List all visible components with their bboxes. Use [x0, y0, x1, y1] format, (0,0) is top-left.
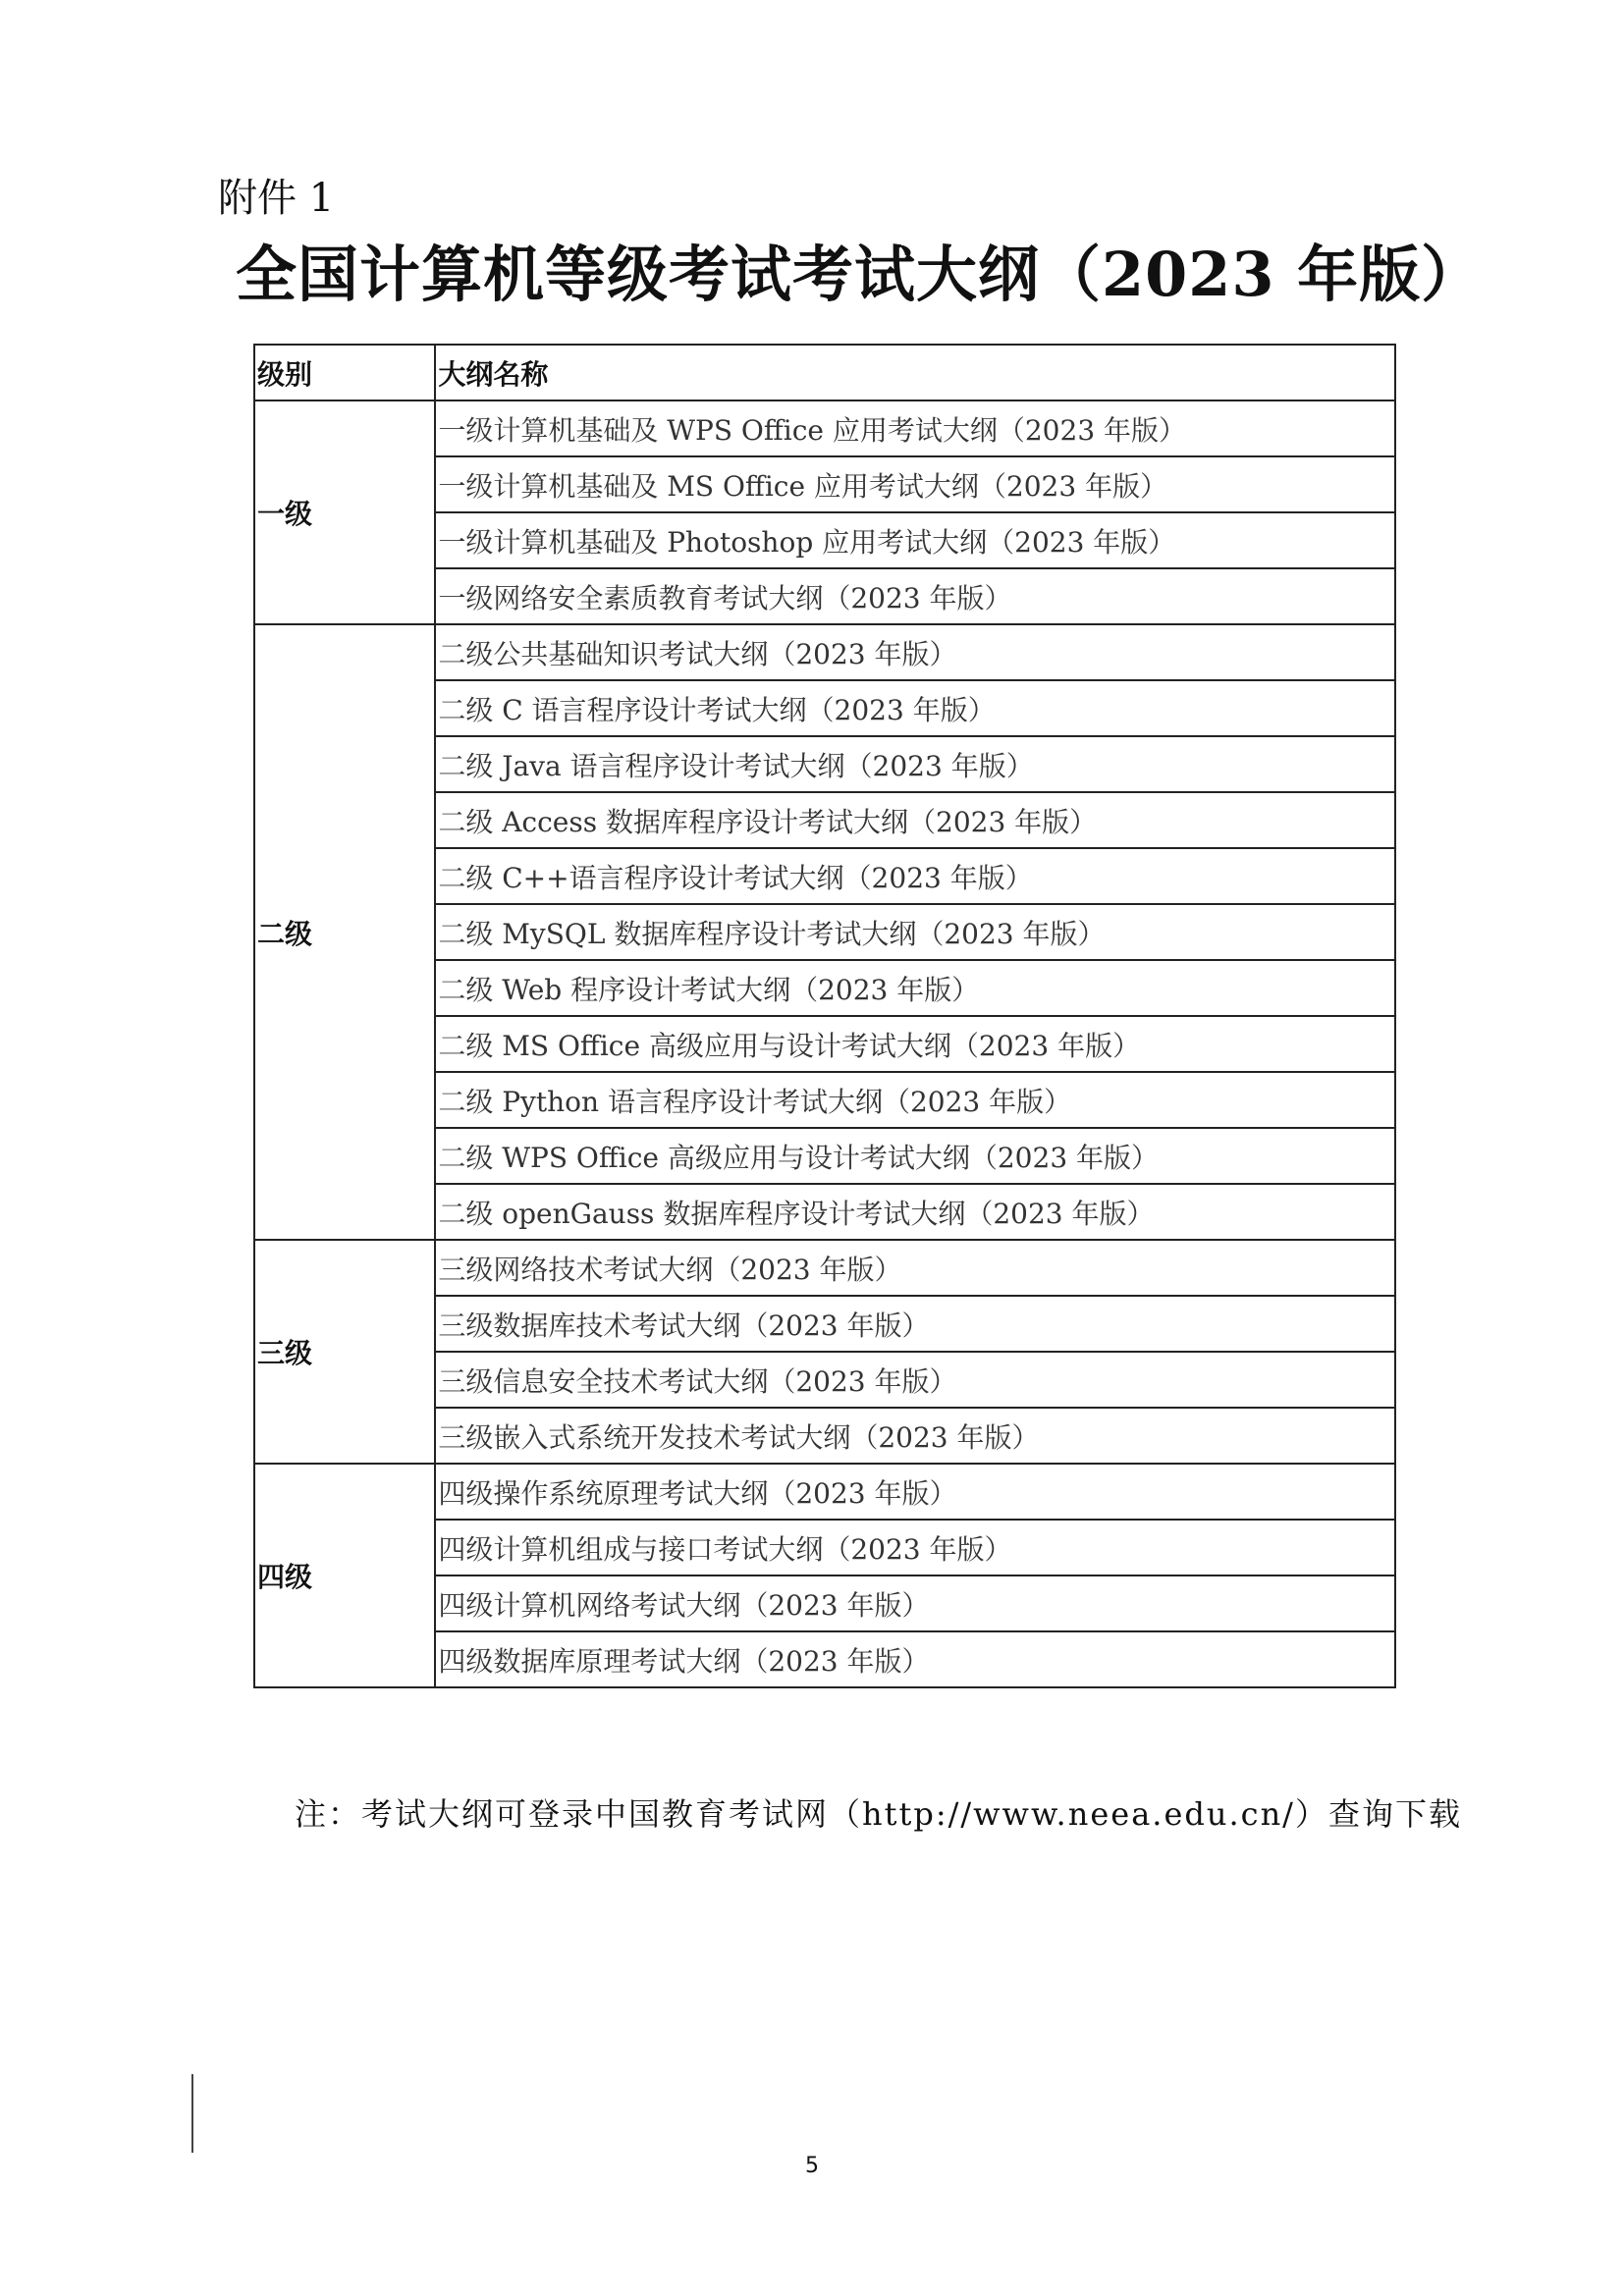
outline-name-cell: 三级信息安全技术考试大纲（2023 年版）	[435, 1352, 1395, 1408]
table-row	[254, 1240, 1395, 1296]
outline-table-body	[254, 400, 1395, 1687]
outline-name-cell: 二级 C 语言程序设计考试大纲（2023 年版）	[435, 680, 1395, 736]
outline-name-cell: 一级计算机基础及 Photoshop 应用考试大纲（2023 年版）	[435, 512, 1395, 568]
page-number: 5	[805, 2154, 819, 2178]
level-cell-3: 三级	[254, 1240, 435, 1464]
outline-name-cell: 二级 MySQL 数据库程序设计考试大纲（2023 年版）	[435, 904, 1395, 960]
document-title: 全国计算机等级考试考试大纲（2023 年版）	[236, 239, 1484, 310]
outline-name-cell: 三级数据库技术考试大纲（2023 年版）	[435, 1296, 1395, 1352]
outline-name-cell: 一级计算机基础及 WPS Office 应用考试大纲（2023 年版）	[435, 400, 1395, 456]
table-row	[254, 624, 1395, 680]
attachment-label: 附件 1	[218, 176, 335, 221]
outline-name-cell: 四级数据库原理考试大纲（2023 年版）	[435, 1631, 1395, 1687]
table-row	[254, 400, 1395, 456]
outline-name-cell: 二级 WPS Office 高级应用与设计考试大纲（2023 年版）	[435, 1128, 1395, 1184]
outline-name-cell: 四级计算机网络考试大纲（2023 年版）	[435, 1575, 1395, 1631]
outline-name-cell: 二级公共基础知识考试大纲（2023 年版）	[435, 624, 1395, 680]
level-cell-1: 一级	[254, 400, 435, 624]
outline-name-cell: 四级操作系统原理考试大纲（2023 年版）	[435, 1464, 1395, 1520]
outline-name-cell: 二级 Access 数据库程序设计考试大纲（2023 年版）	[435, 792, 1395, 848]
outline-name-cell: 二级 Python 语言程序设计考试大纲（2023 年版）	[435, 1072, 1395, 1128]
outline-name-cell: 四级计算机组成与接口考试大纲（2023 年版）	[435, 1520, 1395, 1575]
outline-name-cell: 二级 C++语言程序设计考试大纲（2023 年版）	[435, 848, 1395, 904]
download-note: 注：考试大纲可登录中国教育考试网（http://www.neea.edu.cn/）查询下载	[295, 1795, 1462, 1833]
table-header-row	[254, 345, 1395, 400]
outline-name-cell: 一级计算机基础及 MS Office 应用考试大纲（2023 年版）	[435, 456, 1395, 512]
outline-name-cell: 二级 Java 语言程序设计考试大纲（2023 年版）	[435, 736, 1395, 792]
header-outline-name: 大纲名称	[435, 345, 1395, 400]
outline-name-cell: 一级网络安全素质教育考试大纲（2023 年版）	[435, 568, 1395, 624]
outline-name-cell: 二级 MS Office 高级应用与设计考试大纲（2023 年版）	[435, 1016, 1395, 1072]
margin-line	[191, 2074, 193, 2153]
level-cell-4: 四级	[254, 1464, 435, 1687]
header-level: 级别	[254, 345, 435, 400]
table-row	[254, 1464, 1395, 1520]
outline-table	[253, 344, 1396, 1688]
outline-name-cell: 二级 openGauss 数据库程序设计考试大纲（2023 年版）	[435, 1184, 1395, 1240]
outline-name-cell: 三级嵌入式系统开发技术考试大纲（2023 年版）	[435, 1408, 1395, 1464]
level-cell-2: 二级	[254, 624, 435, 1240]
outline-name-cell: 二级 Web 程序设计考试大纲（2023 年版）	[435, 960, 1395, 1016]
outline-name-cell: 三级网络技术考试大纲（2023 年版）	[435, 1240, 1395, 1296]
